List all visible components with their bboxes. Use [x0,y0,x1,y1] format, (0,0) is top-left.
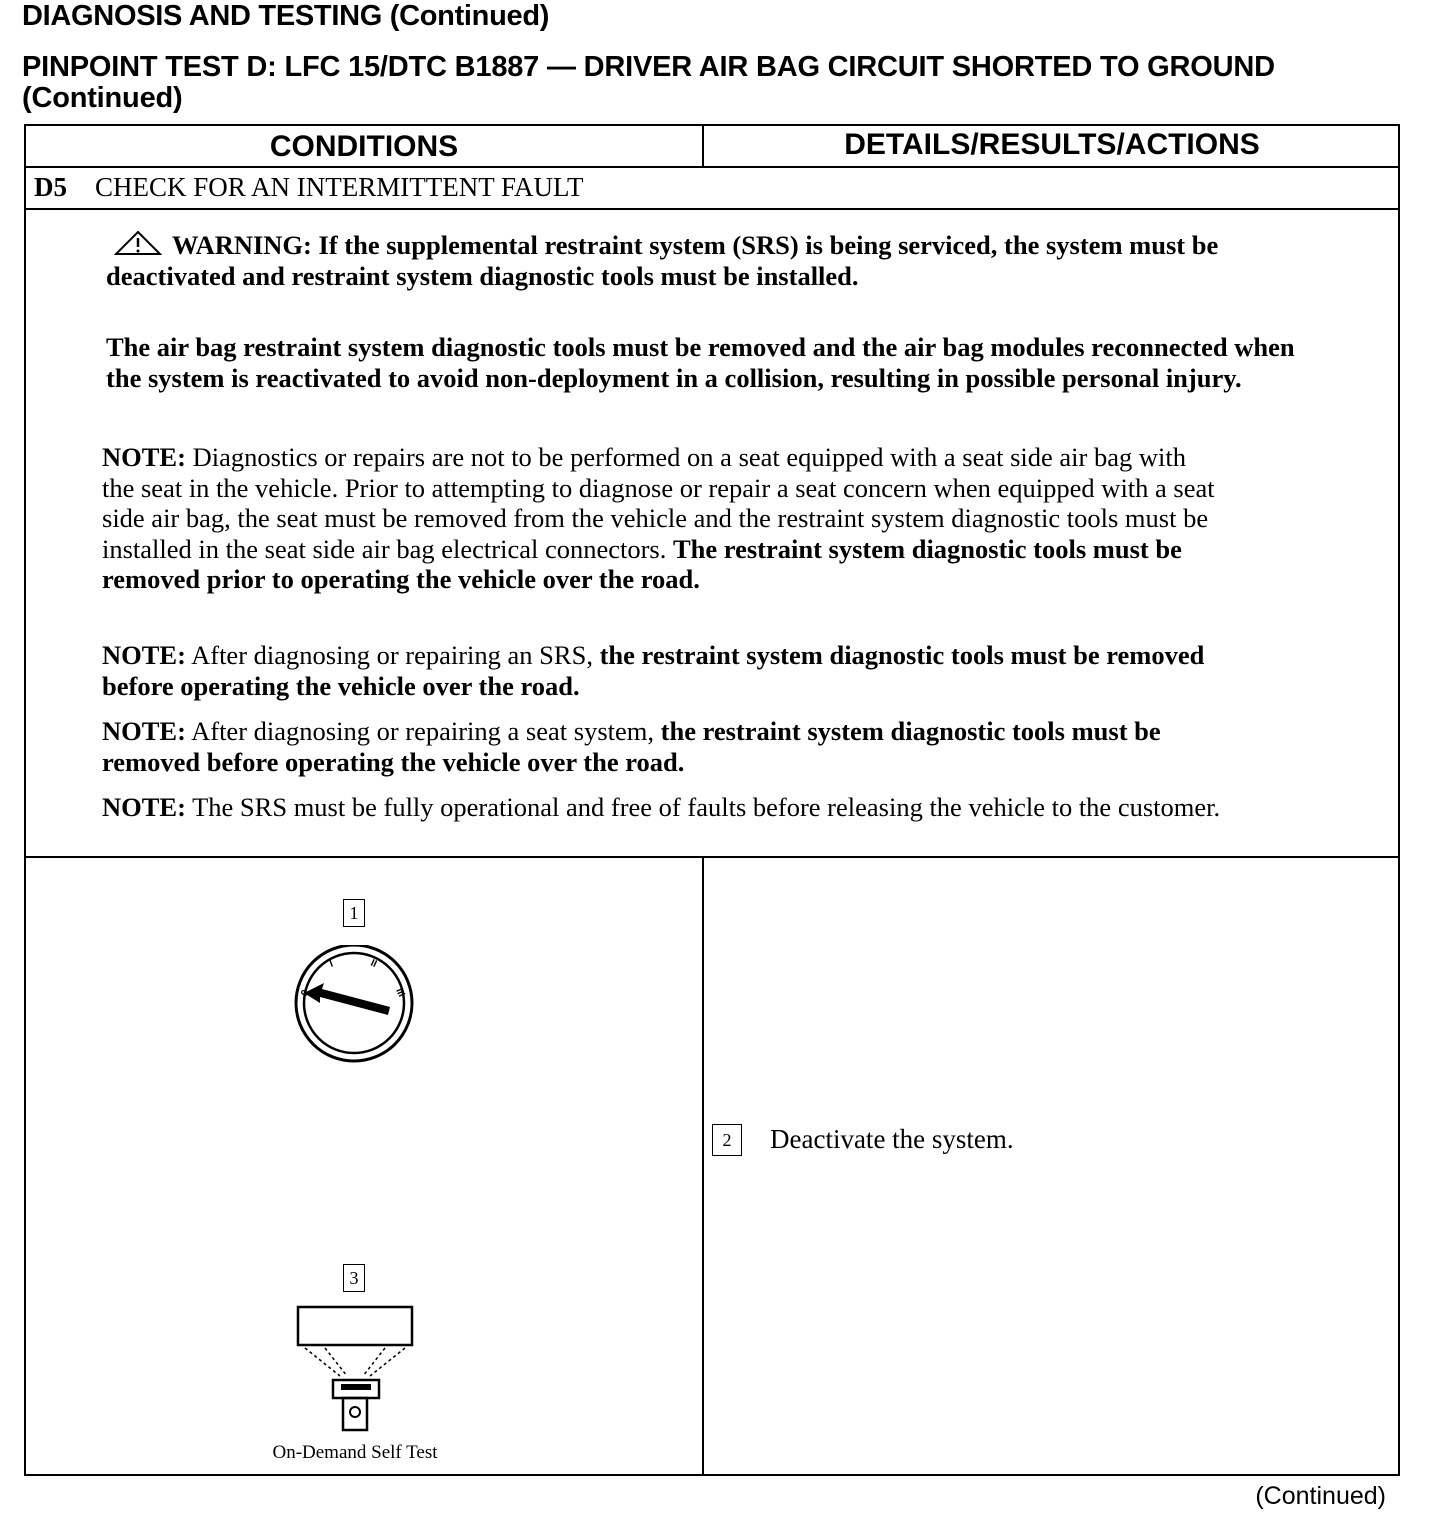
note-bold-text: The restraint system diagnostic tools must be removed prior to operating the vehicle over the road. [102,533,1182,594]
note-label: NOTE: [102,442,186,472]
step-title: CHECK FOR AN INTERMITTENT FAULT [95,172,584,202]
ignition-position-label: II [368,957,379,971]
column-divider-body [702,856,704,1476]
note-text: Diagnostics or repairs are not to be performed on a seat equipped with a seat side air bag with the seat in the vehicle. Prior to attempting to diagnose or repair a seat concern when equipped with a seat side air bag, the seat must be removed from the vehicle and the restraint system diagnostic tools must be installed in the seat side air bag electrical connectors. [102,442,1215,564]
note-4 [102,792,1222,823]
ignition-position-label: I [328,958,335,970]
note-label: NOTE: [102,792,186,822]
note-text: The SRS must be fully operational and free of faults before releasing the vehicle to the customer. [192,792,1221,822]
ignition-switch-icon [290,945,420,1070]
note-text: After diagnosing or repairing a seat system, [191,716,654,746]
warning-text: If the supplemental restraint system (SRS) is being serviced, the system must be deactivated and restraint system diagnostic tools must be installed. [106,230,1219,291]
warning-text-2: The air bag restraint system diagnostic tools must be removed and the air bag modules reconnected when the system is reactivated to avoid non-deployment in a collision, resulting in possible personal injury. [106,332,1295,393]
note-2 [102,640,1222,701]
column-header-details: DETAILS/RESULTS/ACTIONS [844,128,1260,161]
note-1 [102,442,1222,595]
note-label: NOTE: [102,640,186,670]
warning-block [106,230,1336,394]
continued-label: (Continued) [1255,1482,1386,1510]
column-divider-header [702,126,704,166]
pinpoint-test-title: PINPOINT TEST D: LFC 15/DTC B1887 — DRIVER AIR BAG CIRCUIT SHORTED TO GROUND (Continued) [22,51,1275,114]
ignition-position-label: 0 [299,988,312,999]
page-title: DIAGNOSIS AND TESTING (Continued) [22,0,550,32]
warning-triangle-icon [114,230,162,256]
warning-label: WARNING: [172,230,312,260]
column-header-conditions: CONDITIONS [269,130,459,163]
header-row-divider [26,166,1398,168]
step-row-divider [26,208,1398,210]
scan-tool-icon [295,1304,417,1436]
step-row [34,172,584,203]
step-1-marker: 1 [343,899,365,927]
ignition-position-label: III [393,986,407,999]
note-label: NOTE: [102,716,186,746]
note-bold-text: the restraint system diagnostic tools must be removed before operating the vehicle over the road. [102,716,1161,777]
step-id: D5 [34,172,67,202]
step-2-action: Deactivate the system. [770,1124,1014,1154]
step-3-caption: On-Demand Self Test [272,1442,438,1463]
notes-divider [26,856,1398,858]
note-bold-text: the restraint system diagnostic tools must be removed before operating the vehicle over the road. [102,640,1205,701]
pinpoint-test-table [24,124,1400,1476]
note-text: After diagnosing or repairing an SRS, [191,640,593,670]
step-3-marker: 3 [343,1264,365,1292]
step-2-marker: 2 [712,1124,742,1156]
note-3 [102,716,1222,777]
